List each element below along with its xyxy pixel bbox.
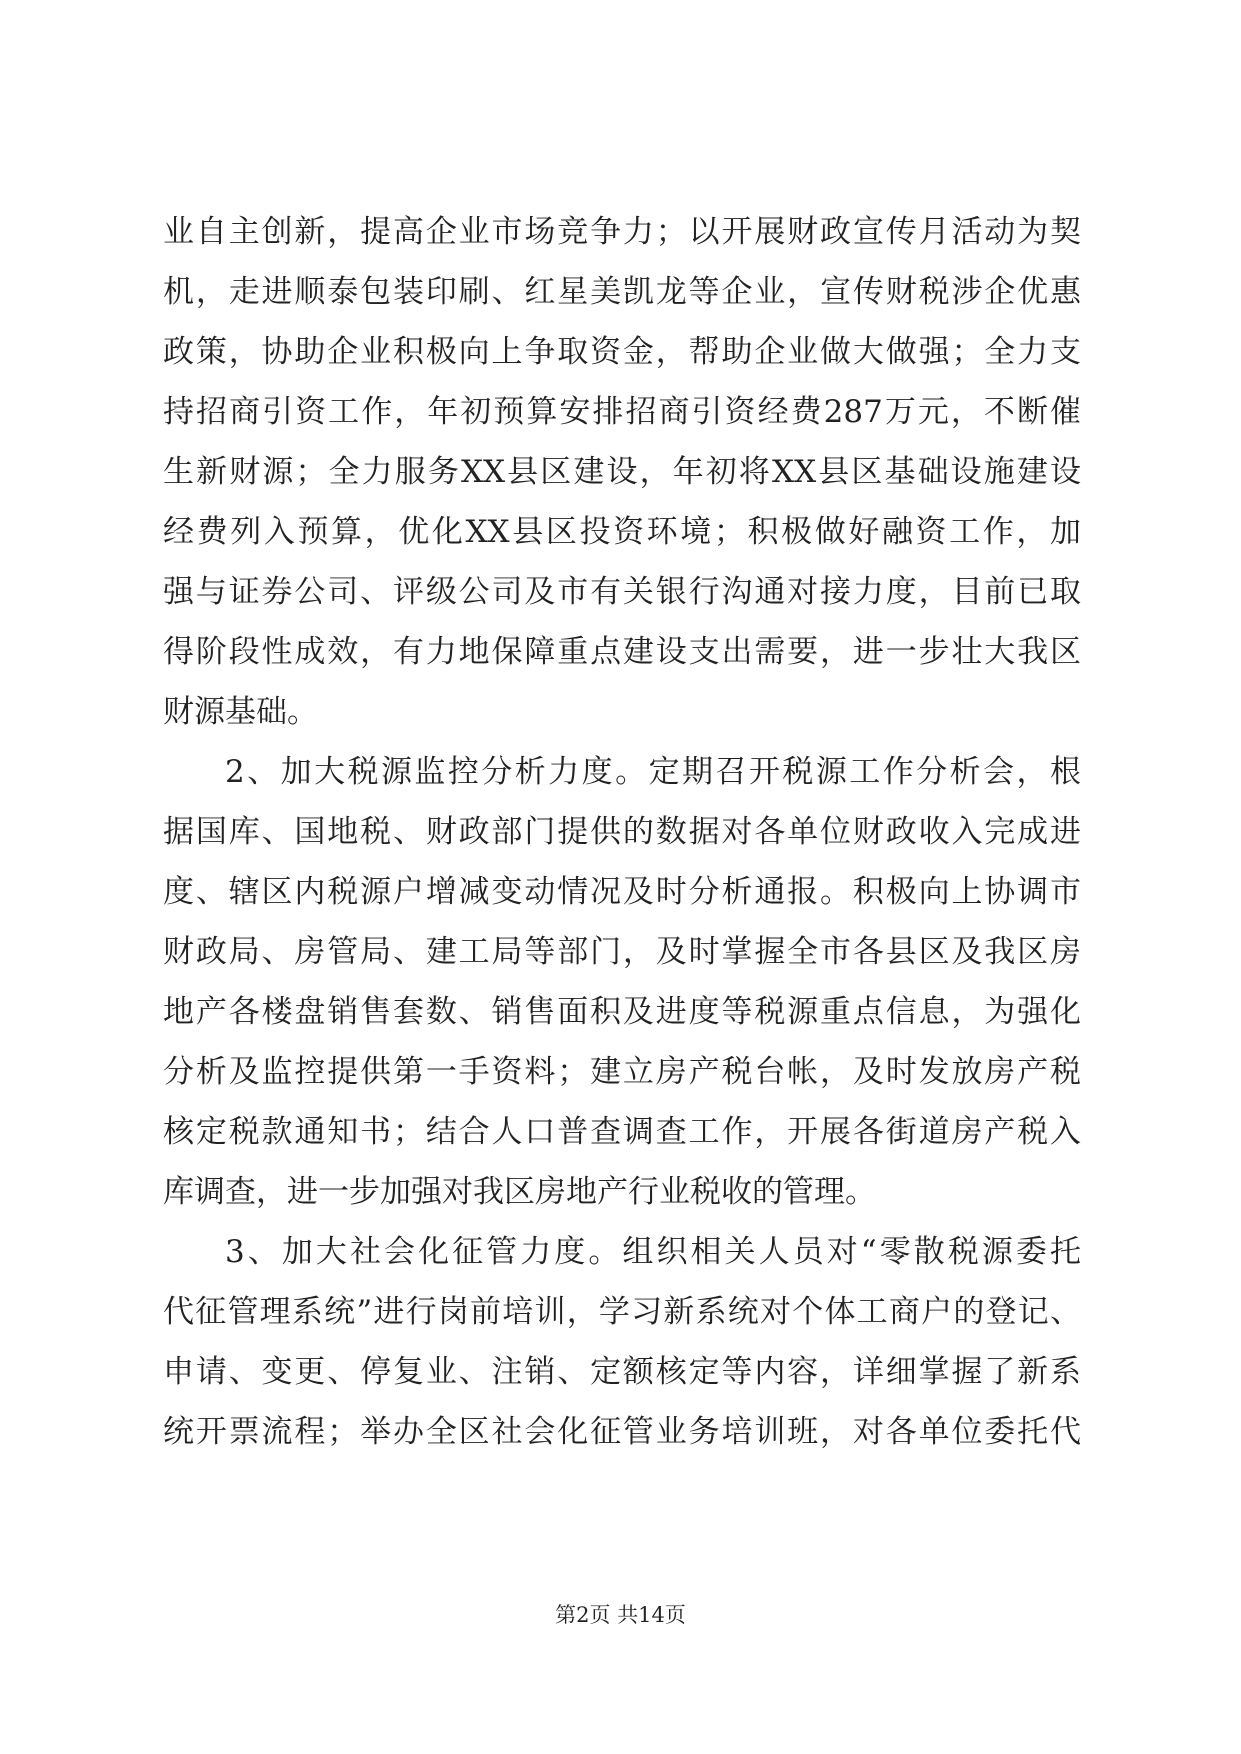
text-line: 核定税款通知书；结合人口普查调查工作，开展各街道房产税入: [163, 1114, 1081, 1150]
page-footer: 第2页 共14页: [555, 1603, 686, 1627]
text-line: 申请、变更、停复业、注销、定额核定等内容，详细掌握了新系: [163, 1354, 1081, 1390]
text-line: 经费列入预算，优化XX县区投资环境；积极做好融资工作，加: [163, 514, 1081, 550]
text-line: 财政局、房管局、建工局等部门，及时掌握全市各县区及我区房: [163, 934, 1081, 970]
text-line: 2、加大税源监控分析力度。定期召开税源工作分析会，根: [225, 754, 1081, 790]
text-line: 代征管理系统”进行岗前培训，学习新系统对个体工商户的登记、: [163, 1294, 1081, 1330]
text-line: 统开票流程；举办全区社会化征管业务培训班，对各单位委托代: [163, 1414, 1081, 1450]
text-line: 3、加大社会化征管力度。组织相关人员对“零散税源委托: [225, 1234, 1081, 1270]
text-line: 据国库、国地税、财政部门提供的数据对各单位财政收入完成进: [163, 814, 1081, 850]
text-line: 政策，协助企业积极向上争取资金，帮助企业做大做强；全力支: [163, 334, 1081, 370]
text-line: 得阶段性成效，有力地保障重点建设支出需要，进一步壮大我区: [163, 634, 1081, 670]
text-line: 分析及监控提供第一手资料；建立房产税台帐，及时发放房产税: [163, 1054, 1081, 1090]
text-line: 财源基础。: [163, 694, 318, 730]
text-line: 持招商引资工作，年初预算安排招商引资经费287万元，不断催: [163, 394, 1081, 430]
text-line: 业自主创新，提高企业市场竞争力；以开展财政宣传月活动为契: [163, 214, 1081, 250]
text-line: 度、辖区内税源户增减变动情况及时分析通报。积极向上协调市: [163, 874, 1081, 910]
text-line: 强与证券公司、评级公司及市有关银行沟通对接力度，目前已取: [163, 574, 1081, 610]
text-line: 机，走进顺泰包装印刷、红星美凯龙等企业，宣传财税涉企优惠: [163, 274, 1081, 310]
text-line: 库调查，进一步加强对我区房地产行业税收的管理。: [163, 1174, 876, 1210]
text-line: 生新财源；全力服务XX县区建设，年初将XX县区基础设施建设: [163, 454, 1081, 490]
text-line: 地产各楼盘销售套数、销售面积及进度等税源重点信息，为强化: [163, 994, 1081, 1030]
body-text: [163, 202, 1081, 1462]
